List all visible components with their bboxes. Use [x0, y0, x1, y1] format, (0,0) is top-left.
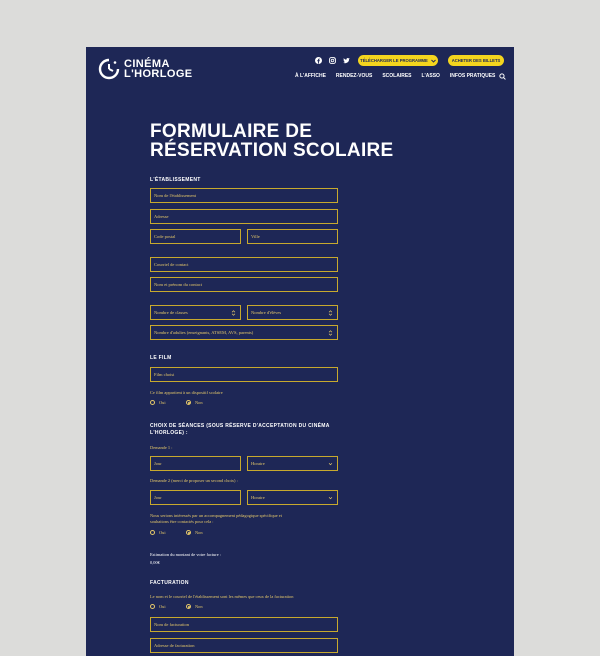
- logo-line2: L'HORLOGE: [124, 68, 193, 80]
- nav-rendez-vous[interactable]: RENDEZ-VOUS: [335, 73, 373, 79]
- buy-tickets-label: ACHETER DES BILLETS: [451, 58, 501, 63]
- demande2-time-value: Horaire: [251, 495, 265, 500]
- logo[interactable]: [98, 58, 193, 80]
- radio-label: Non: [195, 604, 203, 609]
- page-title-line2: RÉSERVATION SCOLAIRE: [150, 140, 394, 161]
- students-count-stepper[interactable]: [247, 305, 338, 320]
- nav-l-asso[interactable]: L'ASSO: [421, 73, 440, 79]
- facturation-non-radio[interactable]: [186, 604, 203, 609]
- radio-circle-selected[interactable]: [186, 530, 191, 535]
- radio-circle[interactable]: [150, 400, 155, 405]
- contact-name-input[interactable]: Nom et prénom du contact: [150, 277, 338, 292]
- classes-count-placeholder: Nombre de classes: [154, 310, 188, 315]
- adults-count-stepper[interactable]: [150, 325, 338, 340]
- etablissement-name-input[interactable]: Nom de l'établissement: [150, 188, 338, 203]
- page: [86, 47, 514, 656]
- demande1-time-select[interactable]: [247, 456, 338, 471]
- facturation-question: Le nom et le courriel de l'établissement sont les mêmes que ceux de la facturation: [150, 594, 294, 599]
- classes-count-stepper[interactable]: [150, 305, 241, 320]
- demande2-label: Demande 2 (merci de proposer un second choix) :: [150, 478, 238, 483]
- billing-name-input[interactable]: Nom de facturation: [150, 617, 338, 632]
- estimation: [150, 552, 221, 566]
- estimation-label: Estimation du montant de votre facture :: [150, 552, 221, 557]
- social-links: [315, 57, 350, 64]
- page-title: [150, 122, 394, 160]
- chevron-down-icon: [328, 495, 333, 501]
- stepper-arrows-icon[interactable]: [328, 310, 333, 316]
- seances-heading-line2: L'HORLOGE) :: [150, 430, 188, 436]
- nav-infos-pratiques[interactable]: INFOS PRATIQUES: [449, 73, 496, 79]
- dispositif-question: Ce film appartient à un dispositif scolaire: [150, 390, 223, 395]
- stepper-arrows-icon[interactable]: [328, 330, 333, 336]
- billing-address-input[interactable]: Adresse de facturation: [150, 638, 338, 653]
- postal-code-input[interactable]: Code postal: [150, 229, 241, 244]
- address-input[interactable]: Adresse: [150, 209, 338, 224]
- nav-scolaires[interactable]: SCOLAIRES: [382, 73, 412, 79]
- film-input[interactable]: Film choisi: [150, 367, 338, 382]
- page-title-line1: FORMULAIRE DE: [150, 121, 313, 142]
- radio-circle[interactable]: [150, 604, 155, 609]
- section-heading-etablissement: L'ÉTABLISSEMENT: [150, 177, 201, 183]
- radio-label: Oui: [159, 530, 166, 535]
- radio-label: Non: [195, 530, 203, 535]
- search-icon[interactable]: [499, 73, 506, 80]
- download-program-label: TÉLÉCHARGER LE PROGRAMME: [360, 58, 428, 63]
- clock-logo-icon: [98, 58, 120, 80]
- logo-text: [124, 59, 193, 79]
- twitter-icon[interactable]: [343, 57, 350, 64]
- seances-heading-line1: CHOIX DE SÉANCES (SOUS RÉSERVE D'ACCEPTATION DU CINÉMA: [150, 423, 330, 429]
- radio-circle-selected[interactable]: [186, 604, 191, 609]
- dispositif-oui-radio[interactable]: [150, 400, 166, 405]
- demande1-label: Demande 1 :: [150, 445, 173, 450]
- section-heading-film: LE FILM: [150, 355, 172, 361]
- instagram-icon[interactable]: [329, 57, 336, 64]
- facturation-oui-radio[interactable]: [150, 604, 166, 609]
- accompagnement-line2: souhaitons être contactés pour cela :: [150, 519, 214, 524]
- students-count-placeholder: Nombre d'élèves: [251, 310, 282, 315]
- chevron-down-icon: [328, 461, 333, 467]
- radio-label: Oui: [159, 400, 166, 405]
- facebook-icon[interactable]: [315, 57, 322, 64]
- demande2-day-input[interactable]: Jour: [150, 490, 241, 505]
- adults-count-placeholder: Nombre d'adultes (enseignants, ATSEM, AVS, parents): [154, 330, 254, 335]
- main-nav: [295, 73, 505, 79]
- chevron-down-icon: [431, 59, 436, 63]
- radio-circle-selected[interactable]: [186, 400, 191, 405]
- download-program-button[interactable]: [358, 55, 438, 66]
- accompagnement-oui-radio[interactable]: [150, 530, 166, 535]
- section-heading-seances: [150, 423, 330, 437]
- logo-line1: CINÉMA: [124, 58, 170, 70]
- accompagnement-non-radio[interactable]: [186, 530, 203, 535]
- dispositif-non-radio[interactable]: [186, 400, 203, 405]
- demande2-time-select[interactable]: [247, 490, 338, 505]
- nav-a-l-affiche[interactable]: À L'AFFICHE: [295, 73, 326, 79]
- demande1-day-input[interactable]: Jour: [150, 456, 241, 471]
- accompagnement-question: [150, 513, 282, 525]
- radio-circle[interactable]: [150, 530, 155, 535]
- site-header: [86, 47, 514, 97]
- contact-email-input[interactable]: Courriel de contact: [150, 257, 338, 272]
- demande1-time-value: Horaire: [251, 461, 265, 466]
- estimation-value: 0,00€: [150, 560, 160, 565]
- radio-label: Non: [195, 400, 203, 405]
- radio-label: Oui: [159, 604, 166, 609]
- city-input[interactable]: Ville: [247, 229, 338, 244]
- buy-tickets-button[interactable]: [448, 55, 504, 66]
- stepper-arrows-icon[interactable]: [231, 310, 236, 316]
- section-heading-facturation: FACTURATION: [150, 580, 189, 586]
- accompagnement-line1: Nous serions intéressés par un accompagnement pédagogique spécifique et: [150, 513, 282, 518]
